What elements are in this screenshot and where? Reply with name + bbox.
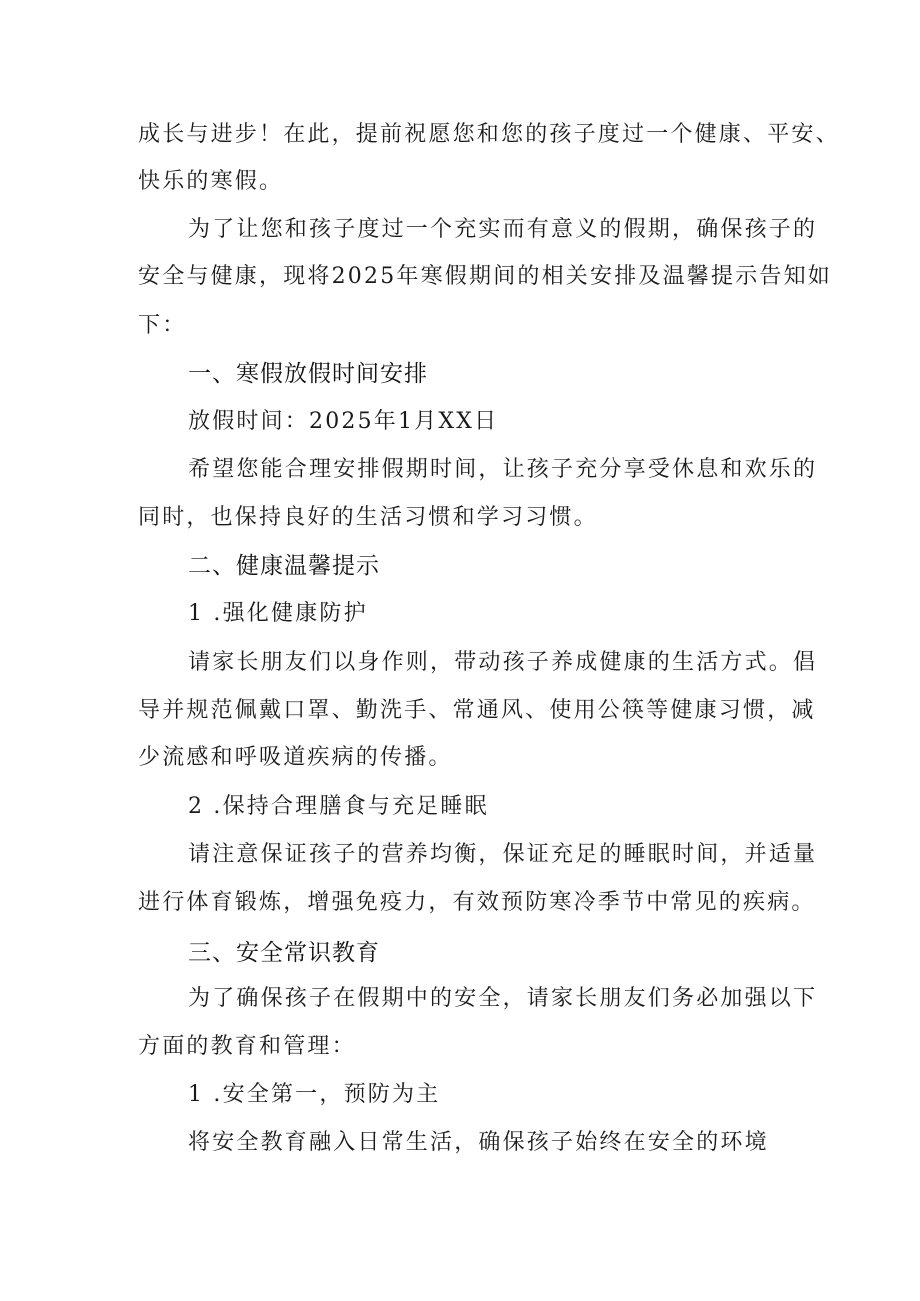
section-heading-2: 二、健康温馨提示 [188,553,380,579]
paragraph-line: 少流感和呼吸道疾病的传播。 [138,745,453,770]
paragraph-line: 为了让您和孩子度过一个充实而有意义的假期，确保孩子的 [188,217,818,242]
paragraph-line: 将安全教育融入日常生活，确保孩子始终在安全的环境 [188,1130,769,1155]
subheading-line: 2 .保持合理膳食与充足睡眠 [188,794,489,819]
paragraph-line: 放假时间：2025年1月XX日 [188,409,499,434]
subheading-line: 1 .安全第一，预防为主 [188,1082,441,1107]
subheading-line: 1 .强化健康防护 [188,601,368,626]
paragraph-line: 希望您能合理安排假期时间，让孩子充分享受休息和欢乐的 [188,457,818,482]
paragraph-line: 成长与进步！在此，提前祝愿您和您的孩子度过一个健康、平安、 [138,122,840,147]
paragraph-line: 安全与健康，现将2025年寒假期间的相关安排及温馨提示告知如 [138,264,832,289]
paragraph-line: 进行体育锻炼，增强免疫力，有效预防寒冷季节中常见的疾病。 [138,890,816,915]
paragraph-line: 导并规范佩戴口罩、勤洗手、常通风、使用公筷等健康习惯，减 [138,698,816,723]
paragraph-line: 方面的教育和管理： [138,1034,356,1059]
paragraph-line: 快乐的寒假。 [138,169,284,194]
paragraph-line: 请家长朋友们以身作则，带动孩子养成健康的生活方式。倡 [188,650,818,675]
paragraph-line: 同时，也保持良好的生活习惯和学习习惯。 [138,505,598,530]
section-heading-1: 一、寒假放假时间安排 [188,361,428,387]
paragraph-line: 请注意保证孩子的营养均衡，保证充足的睡眠时间，并适量 [188,842,818,867]
paragraph-line: 下： [138,313,187,338]
section-heading-3: 三、安全常识教育 [188,940,380,966]
paragraph-line: 为了确保孩子在假期中的安全，请家长朋友们务必加强以下 [188,986,818,1011]
